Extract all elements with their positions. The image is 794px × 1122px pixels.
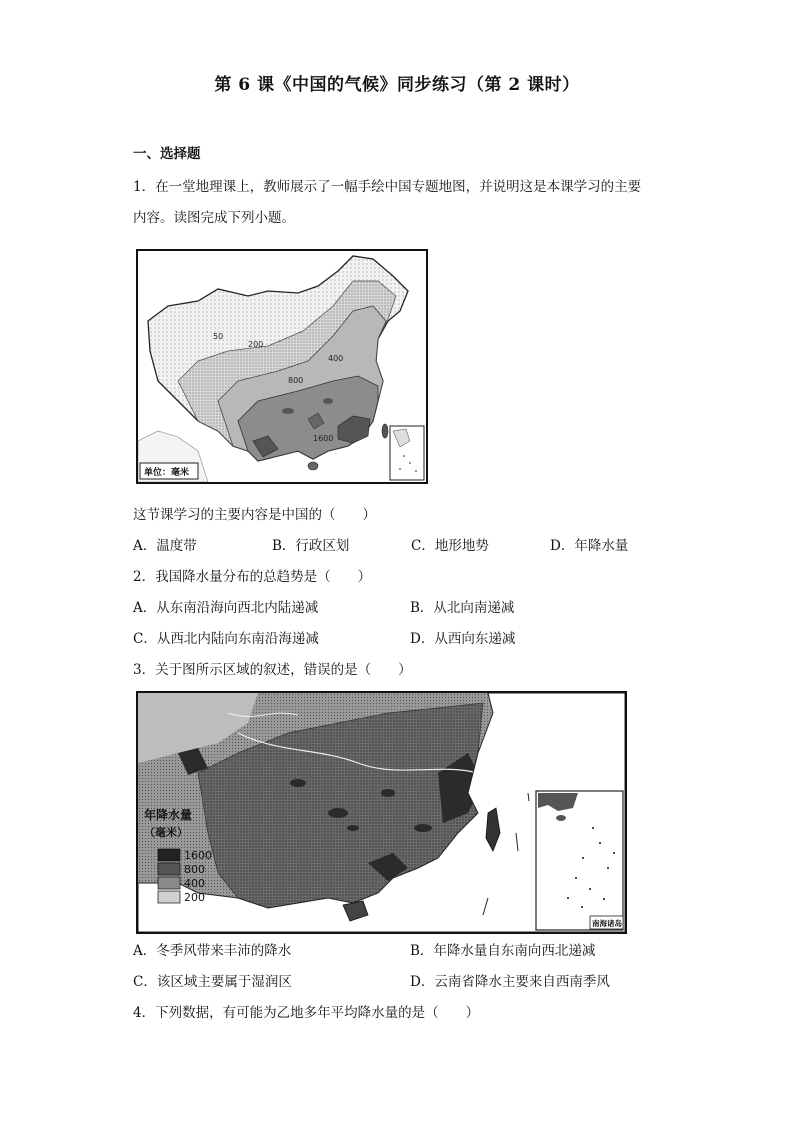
page-title: 第 6 课《中国的气候》同步练习（第 2 课时） <box>214 75 580 95</box>
q2-option-c[interactable]: C．从西北内陆向东南沿海递减 <box>133 631 319 647</box>
q2-option-a[interactable]: A．从东南沿海向西北内陆递减 <box>133 600 319 616</box>
q3-options-row2 <box>133 972 687 992</box>
legend-label-1600: 1600 <box>184 849 212 862</box>
q3-option-a[interactable]: A．冬季风带来丰沛的降水 <box>133 943 292 959</box>
q2-option-d[interactable]: D．从西向东递减 <box>410 631 516 647</box>
legend-swatch-800 <box>158 863 180 875</box>
inset-label: 南海诸岛 <box>592 919 622 928</box>
q3-option-d[interactable]: D．云南省降水主要来自西南季风 <box>410 974 610 990</box>
legend-swatch-400 <box>158 877 180 889</box>
q1-option-c[interactable]: C．地形地势 <box>411 538 489 554</box>
q1-option-a[interactable]: A．温度带 <box>133 538 197 554</box>
q1-options <box>133 536 689 556</box>
south-china-sea-inset <box>536 791 623 930</box>
q2-options-row1 <box>133 598 687 618</box>
q3-option-b[interactable]: B．年降水量自东南向西北递减 <box>410 943 596 959</box>
china-precipitation-map <box>136 249 428 484</box>
isoline-label-800: 800 <box>288 376 304 385</box>
q3-option-c[interactable]: C．该区域主要属于湿润区 <box>133 974 292 990</box>
q4-stem: 4．下列数据，有可能为乙地多年平均降水量的是（ ） <box>133 1005 480 1021</box>
legend-title-line1: 年降水量 <box>144 808 193 822</box>
section-heading: 一、选择题 <box>133 146 201 162</box>
south-china-precipitation-map <box>136 691 627 934</box>
isoline-label-200: 200 <box>248 340 264 349</box>
legend-swatch-1600 <box>158 849 180 861</box>
q2-stem: 2．我国降水量分布的总趋势是（ ） <box>133 569 372 585</box>
legend-swatch-200 <box>158 891 180 903</box>
isoline-label-50: 50 <box>213 332 224 341</box>
legend-title-line2: （毫米） <box>144 826 188 839</box>
q2-options-row2 <box>133 629 687 649</box>
isoline-label-400: 400 <box>328 354 344 363</box>
legend-label-200: 200 <box>184 891 205 904</box>
q1-stem-line1: 1．在一堂地理课上，教师展示了一幅手绘中国专题地图，并说明这是本课学习的主要 <box>133 179 642 195</box>
isoline-label-1600: 1600 <box>313 434 334 443</box>
q1-option-d[interactable]: D．年降水量 <box>550 538 629 554</box>
q3-stem: 3．关于图所示区域的叙述，错误的是（ ） <box>133 662 412 678</box>
q2-option-b[interactable]: B．从北向南递减 <box>410 600 515 616</box>
q1-sub-stem: 这节课学习的主要内容是中国的（ ） <box>133 507 376 523</box>
map-unit-label: 单位：毫米 <box>144 468 190 478</box>
q1-stem-line2: 内容。读图完成下列小题。 <box>133 210 295 226</box>
q1-option-b[interactable]: B．行政区划 <box>272 538 350 554</box>
q3-options-row1 <box>133 941 687 961</box>
legend-label-400: 400 <box>184 877 205 890</box>
legend-label-800: 800 <box>184 863 205 876</box>
